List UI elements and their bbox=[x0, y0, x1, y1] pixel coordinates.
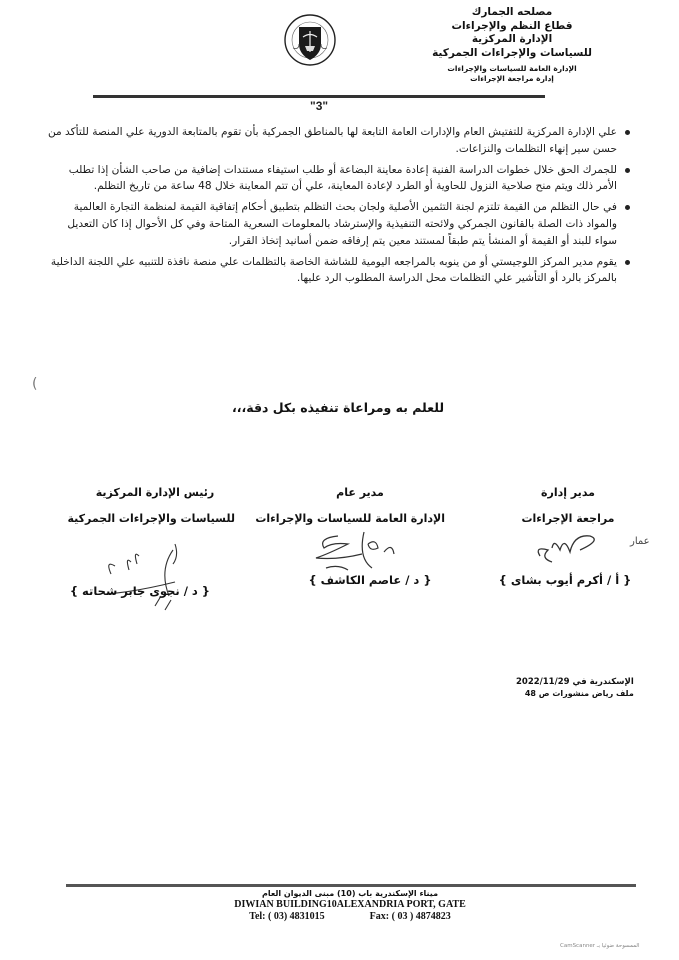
scanner-watermark: الممسوحة ضوئيا بـ CamScanner bbox=[560, 943, 640, 949]
signature-title: رئيس الإدارة المركزية bbox=[95, 486, 215, 499]
paragraph-text: في حال التظلم من القيمة تلتزم لجنة التثمين الأصلية ولجان بحث التظلم بتطبيق أحكام إتفاقية القيمة لمنظمة التجارة العالمية والمواد ذات الصلة بالقانون الجمركي ولائحته التنفيذية والإسترشاد بالمعلومات السعرية المتاحة وفي كل الأحوال إذا كان التعديل سواء للبند أو القيمة أو المنشأ يتم طبقاً لمستند معين يتم إرفاقه ضمن أسانيد إتخاذ القرار. bbox=[67, 201, 617, 247]
signature-department: الإدارة العامة للسياسات والإجراءات bbox=[255, 512, 445, 525]
paragraph-text: علي الإدارة المركزية للتفتيش العام والإدارات العامة التابعة لها بالمناطق الجمركية بأن تقوم بالمتابعة الدورية علي المنصة للتأكد من حسن سير إنهاء التظلمات والنزاعات. bbox=[47, 126, 617, 155]
bullet-icon bbox=[625, 130, 630, 135]
handwritten-signature bbox=[530, 528, 610, 568]
handwritten-signature bbox=[69, 540, 215, 615]
bullet-icon bbox=[625, 260, 630, 265]
signatory-name-text: { د / عاصم الكاشف } bbox=[308, 573, 432, 587]
paragraph-text: يقوم مدير المركز اللوجيستي أو من ينوبه بالمراجعه اليومية للشاشة الخاصة بالتظلمات علي منصة نافذة للتنبيه علي اللجنة الداخلية بالمركز بالرد أو التأشير علي التظلمات محل الدراسة المطلوب الرد عليها. bbox=[50, 255, 617, 285]
customs-logo bbox=[283, 10, 337, 74]
signature-block-review bbox=[498, 486, 638, 526]
contact-line bbox=[200, 911, 500, 923]
header-organization bbox=[407, 6, 617, 84]
address-english: DIWIAN BUILDING10ALEXANDRIA PORT, GATE bbox=[234, 899, 466, 910]
signatory-name-text: { أ / أكرم أيوب بشاى } bbox=[498, 573, 632, 587]
closing-line: للعلم به ومراعاة تنفيذه بكل دقة،،، bbox=[232, 400, 445, 415]
signatory-name bbox=[69, 584, 210, 598]
signature-block-head bbox=[67, 486, 235, 526]
bullet-paragraph bbox=[47, 254, 632, 288]
handwritten-signature bbox=[308, 528, 418, 576]
bullet-paragraph bbox=[47, 124, 632, 158]
customs-seal-icon bbox=[283, 10, 337, 74]
paragraph-text: للجمرك الحق خلال خطوات الدراسة الفنية إعادة معاينة البضاعة أو طلب استيفاء مستندات إضافية من صاحب الشأن إذا تطلب الأمر ذلك ويتم منح صلاحية النزول للحاوية أو الطرد لإعادة المعاينة، علي أن تتم المعاينة خلال 48 ساعة من تاريخ التظلم. bbox=[68, 163, 617, 193]
signature-block-general-manager bbox=[255, 486, 445, 526]
bullet-paragraph bbox=[47, 162, 632, 196]
org-subline: الإدارة العامة للسياسات والإجراءات bbox=[447, 64, 577, 73]
footer-address bbox=[200, 888, 500, 923]
signatory-name bbox=[300, 573, 440, 587]
bullet-paragraph bbox=[47, 199, 632, 249]
org-subline: إدارة مراجعة الإجراءات bbox=[470, 74, 554, 83]
signature-department: للسياسات والإجراءات الجمركية bbox=[67, 512, 235, 525]
date-block bbox=[516, 676, 634, 700]
org-line: مصلحه الجمارك bbox=[471, 6, 553, 18]
handwritten-note: عمار bbox=[630, 536, 650, 547]
page-number: "3" bbox=[310, 99, 329, 113]
telephone: Tel: ( 03) 4831015 bbox=[249, 911, 325, 922]
signatory-name-text: { د / نجوى جابر شحاته } bbox=[69, 584, 210, 598]
signature-title: مدير عام bbox=[336, 486, 384, 499]
bullet-icon bbox=[625, 205, 630, 210]
fax: Fax: ( 03 ) 4874823 bbox=[369, 911, 451, 922]
signature-title: مدير إدارة bbox=[541, 486, 595, 499]
signatory-name bbox=[490, 573, 640, 587]
org-line: الإدارة المركزية bbox=[471, 33, 553, 45]
bullet-icon bbox=[625, 168, 630, 173]
org-line: للسياسات والإجراءات الجمركية bbox=[432, 46, 592, 59]
header-divider bbox=[93, 95, 545, 98]
org-line: قطاع النظم والإجراءات bbox=[451, 19, 573, 32]
margin-mark: ( bbox=[32, 376, 38, 392]
issue-date: الإسكندرية في 2022/11/29 bbox=[516, 677, 634, 687]
document-body bbox=[47, 124, 632, 291]
footer-divider bbox=[66, 884, 636, 887]
file-reference: ملف رياض منشورات ص 48 bbox=[524, 689, 634, 698]
signature-department: مراجعة الإجراءات bbox=[521, 512, 615, 525]
address-arabic: ميناء الإسكندرية باب (10) مبنى الديوان العام bbox=[261, 889, 439, 898]
